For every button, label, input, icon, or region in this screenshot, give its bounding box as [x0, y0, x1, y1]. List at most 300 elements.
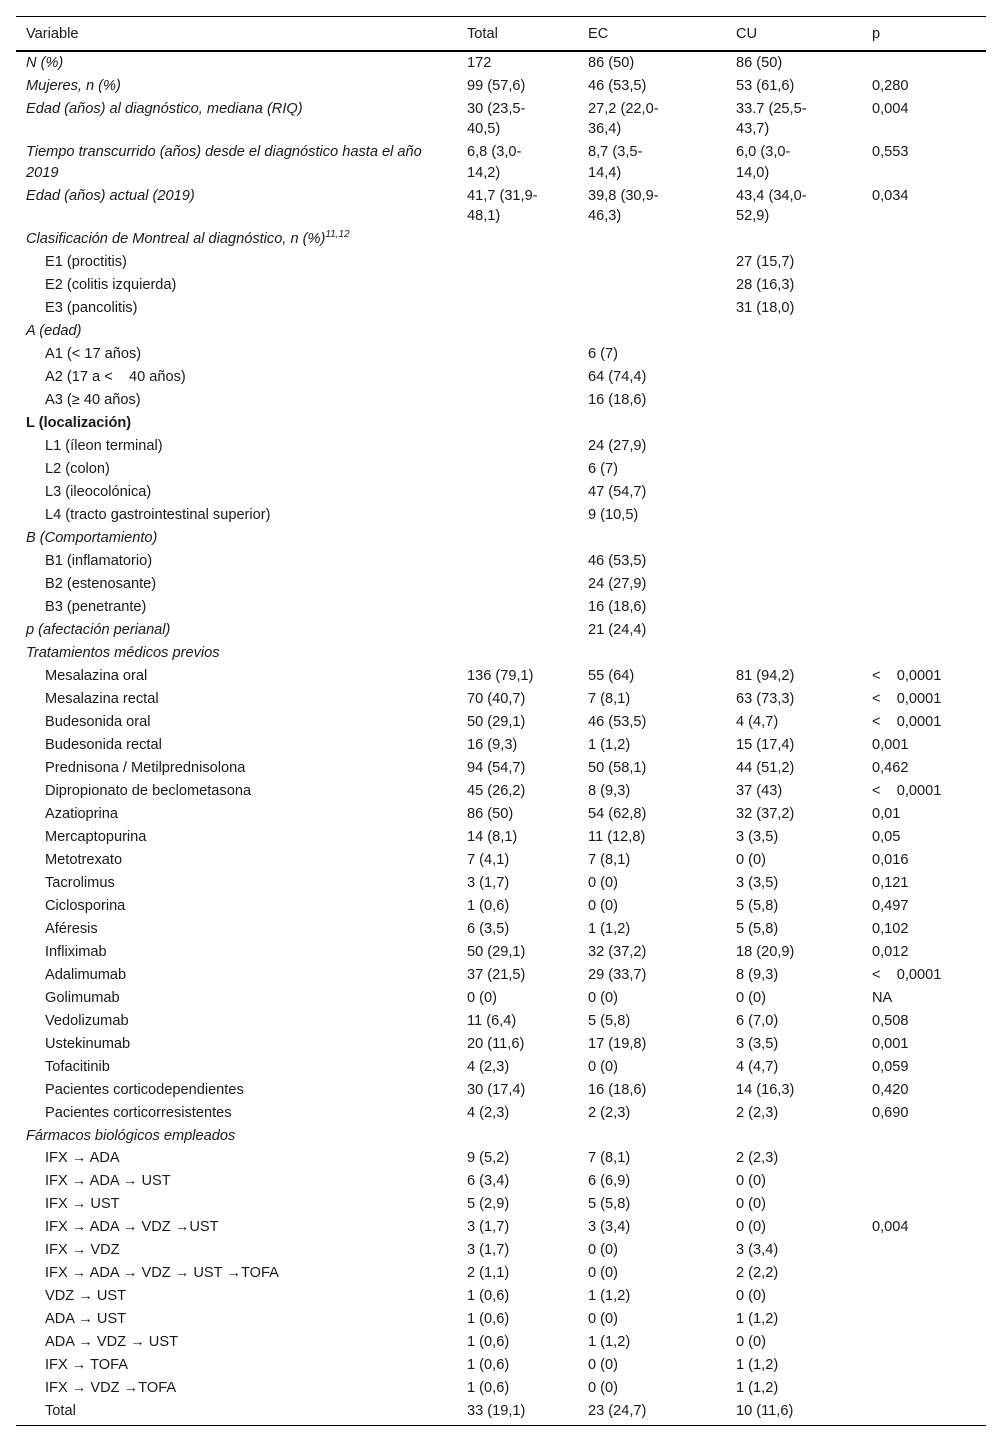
cell-cu: 1 (1,2) [736, 1380, 779, 1397]
cell-p: 0,508 [872, 1012, 909, 1029]
cell-ec: 2 (2,3) [588, 1104, 631, 1121]
cell-cu: 4 (4,7) [736, 713, 779, 730]
cell-ec: 21 (24,4) [588, 621, 647, 638]
row-label [16, 343, 457, 366]
cell-total [457, 228, 578, 251]
cell-cu: 33.7 (25,5- 43,7) [736, 100, 807, 138]
cell-ec: 24 (27,9) [588, 575, 647, 592]
cell-p [862, 1400, 986, 1425]
cell-cu [726, 573, 862, 596]
row-label-text: Clasificación de Montreal al diagnóstico, n (%) [26, 231, 326, 248]
cell-p: < 0,0001 [872, 713, 942, 730]
row-label [16, 1147, 457, 1170]
table-row [16, 963, 986, 986]
cell-ec: 7 (8,1) [588, 851, 631, 868]
cell-total: 41,7 (31,9- 48,1) [467, 187, 538, 225]
table-row [16, 573, 986, 596]
row-label-text: Tiempo transcurrido (años) desde el diagnóstico hasta el año 2019 [26, 144, 426, 181]
row-label-text: IFX → VDZ →TOFA [45, 1380, 177, 1397]
table-row [16, 826, 986, 849]
row-label [16, 1216, 457, 1239]
table-row [16, 141, 986, 184]
cell-cu: 0 (0) [736, 989, 767, 1006]
cell-cu: 86 (50) [736, 54, 783, 71]
cell-total: 4 (2,3) [467, 1104, 510, 1121]
cell-p: 0,012 [872, 943, 909, 960]
data-table [16, 16, 986, 1426]
row-label [16, 550, 457, 573]
cell-total [457, 642, 578, 665]
cell-total [457, 527, 578, 550]
row-label [16, 1400, 457, 1425]
table-row [16, 550, 986, 573]
cell-p: < 0,0001 [872, 966, 942, 983]
cell-total: 50 (29,1) [467, 943, 526, 960]
cell-p [862, 550, 986, 573]
row-label-text: VDZ → UST [45, 1288, 127, 1305]
cell-total: 45 (26,2) [467, 782, 526, 799]
cell-ec: 16 (18,6) [588, 392, 647, 408]
cell-cu [726, 596, 862, 619]
cell-cu: 37 (43) [736, 782, 783, 799]
row-label-text: Aféresis [45, 920, 98, 937]
header-cu: CU [726, 17, 862, 51]
cell-p [862, 343, 986, 366]
row-label-text: Prednisona / Metilprednisolona [45, 759, 246, 776]
cell-cu: 32 (37,2) [736, 805, 795, 822]
row-label-text: Vedolizumab [45, 1012, 129, 1029]
cell-ec: 17 (19,8) [588, 1035, 647, 1052]
cell-total [457, 458, 578, 481]
cell-total [457, 251, 578, 274]
cell-total [457, 504, 578, 527]
cell-ec: 55 (64) [588, 667, 635, 684]
row-label-text: p (afectación perianal) [26, 621, 171, 638]
table-row [16, 504, 986, 527]
row-label [16, 481, 457, 504]
cell-total [457, 274, 578, 297]
cell-ec: 1 (1,2) [588, 736, 631, 753]
cell-cu: 1 (1,2) [736, 1311, 779, 1328]
cell-cu: 63 (73,3) [736, 690, 795, 707]
row-label [16, 688, 457, 711]
cell-total: 1 (0,6) [467, 1288, 510, 1305]
cell-total [457, 389, 578, 412]
cell-cu: 1 (1,2) [736, 1357, 779, 1374]
cell-ec: 32 (37,2) [588, 943, 647, 960]
row-label [16, 1101, 457, 1124]
cell-total: 3 (1,7) [467, 1219, 510, 1236]
cell-p [862, 228, 986, 251]
row-label [16, 228, 457, 251]
table-row [16, 1170, 986, 1193]
cell-total: 1 (0,6) [467, 897, 510, 914]
cell-ec: 86 (50) [588, 54, 635, 71]
table-row [16, 527, 986, 550]
cell-ec: 46 (53,5) [588, 713, 647, 730]
cell-cu: 18 (20,9) [736, 943, 795, 960]
cell-p [862, 527, 986, 550]
row-label [16, 734, 457, 757]
cell-total: 7 (4,1) [467, 851, 510, 868]
table-row [16, 74, 986, 97]
cell-total: 1 (0,6) [467, 1380, 510, 1397]
row-label-text: L2 (colon) [45, 460, 110, 477]
row-label-text: Metotrexato [45, 851, 123, 868]
cell-cu [726, 1124, 862, 1147]
table-row [16, 1331, 986, 1354]
row-label-text: IFX → ADA → VDZ → UST →TOFA [45, 1265, 279, 1282]
row-label-text: Ciclosporina [45, 897, 126, 914]
cell-total: 14 (8,1) [467, 828, 518, 845]
cell-total [457, 481, 578, 504]
cell-p: 0,462 [872, 759, 909, 776]
row-label-text: Mesalazina oral [45, 667, 148, 684]
table-row [16, 412, 986, 435]
cell-cu [726, 366, 862, 389]
cell-ec: 39,8 (30,9- 46,3) [588, 187, 659, 225]
cell-cu [726, 412, 862, 435]
cell-total: 136 (79,1) [467, 667, 534, 684]
cell-cu: 5 (5,8) [736, 897, 779, 914]
row-label [16, 504, 457, 527]
header-row [16, 17, 986, 51]
cell-total: 50 (29,1) [467, 713, 526, 730]
row-label-text: E3 (pancolitis) [45, 300, 138, 317]
cell-total: 1 (0,6) [467, 1357, 510, 1374]
cell-ec: 64 (74,4) [588, 369, 647, 386]
row-label [16, 803, 457, 826]
row-label-text: L1 (íleon terminal) [45, 437, 163, 454]
cell-ec: 24 (27,9) [588, 437, 647, 454]
cell-ec [578, 297, 726, 320]
table-row [16, 1239, 986, 1262]
cell-ec: 54 (62,8) [588, 805, 647, 822]
cell-total: 4 (2,3) [467, 1058, 510, 1075]
cell-cu: 2 (2,2) [736, 1265, 779, 1282]
cell-p [862, 619, 986, 642]
table-row [16, 1124, 986, 1147]
cell-total: 37 (21,5) [467, 966, 526, 983]
cell-total: 2 (1,1) [467, 1265, 510, 1282]
cell-cu: 6 (7,0) [736, 1012, 779, 1029]
cell-ec: 11 (12,8) [588, 828, 646, 845]
row-label-text: IFX → ADA [45, 1150, 120, 1167]
cell-ec: 8,7 (3,5- 14,4) [588, 144, 643, 181]
cell-p [862, 1170, 986, 1193]
row-label [16, 527, 457, 550]
cell-total: 16 (9,3) [467, 736, 518, 753]
row-label [16, 871, 457, 894]
row-label [16, 826, 457, 849]
cell-cu [726, 435, 862, 458]
table-row [16, 871, 986, 894]
cell-ec: 16 (18,6) [588, 1081, 647, 1098]
cell-p: 0,004 [872, 100, 909, 117]
row-label [16, 389, 457, 412]
row-label-text: A2 (17 a < 40 años) [45, 369, 186, 386]
table-row [16, 688, 986, 711]
table-row [16, 458, 986, 481]
cell-ec [578, 527, 726, 550]
row-label-text: E2 (colitis izquierda) [45, 277, 177, 294]
table-row [16, 1009, 986, 1032]
cell-ec: 6 (7) [588, 460, 619, 477]
row-label-text: Adalimumab [45, 966, 127, 983]
cell-cu: 2 (2,3) [736, 1104, 779, 1121]
table-row [16, 343, 986, 366]
cell-ec: 6 (6,9) [588, 1173, 631, 1190]
table-container [16, 16, 986, 1426]
row-label [16, 320, 457, 343]
cell-ec: 7 (8,1) [588, 690, 631, 707]
cell-cu: 28 (16,3) [736, 277, 795, 294]
cell-total [457, 366, 578, 389]
cell-cu: 53 (61,6) [736, 77, 795, 94]
cell-p [862, 1308, 986, 1331]
cell-ec: 7 (8,1) [588, 1150, 631, 1167]
cell-total: 9 (5,2) [467, 1150, 510, 1167]
cell-ec: 47 (54,7) [588, 483, 647, 500]
cell-p: < 0,0001 [872, 690, 942, 707]
row-label [16, 894, 457, 917]
cell-ec [578, 642, 726, 665]
row-label [16, 780, 457, 803]
cell-cu: 0 (0) [736, 1196, 767, 1213]
cell-ec: 0 (0) [588, 1058, 619, 1075]
cell-total [457, 343, 578, 366]
row-label-text: Edad (años) al diagnóstico, mediana (RIQ) [26, 100, 303, 117]
row-label [16, 619, 457, 642]
header-ec: EC [578, 17, 726, 51]
cell-cu: 0 (0) [736, 851, 767, 868]
table-row [16, 1285, 986, 1308]
cell-ec: 46 (53,5) [588, 552, 647, 569]
table-row [16, 642, 986, 665]
cell-total: 1 (0,6) [467, 1311, 510, 1328]
cell-total [457, 1124, 578, 1147]
cell-cu: 3 (3,4) [736, 1242, 779, 1259]
cell-cu: 14 (16,3) [736, 1081, 795, 1098]
cell-cu [726, 343, 862, 366]
cell-cu: 3 (3,5) [736, 874, 779, 891]
cell-cu: 31 (18,0) [736, 300, 795, 317]
row-label [16, 366, 457, 389]
cell-total [457, 412, 578, 435]
cell-cu [726, 320, 862, 343]
cell-total [457, 435, 578, 458]
cell-p [862, 458, 986, 481]
cell-ec: 8 (9,3) [588, 782, 631, 799]
table-row [16, 596, 986, 619]
row-label-text: Tacrolimus [45, 874, 115, 891]
table-row [16, 1354, 986, 1377]
cell-cu [726, 481, 862, 504]
cell-p [862, 504, 986, 527]
header-variable: Variable [16, 17, 457, 51]
cell-ec: 0 (0) [588, 897, 619, 914]
cell-total: 30 (23,5- 40,5) [467, 100, 526, 138]
row-label [16, 1262, 457, 1285]
row-label-text: Mujeres, n (%) [26, 77, 121, 94]
cell-cu: 44 (51,2) [736, 759, 795, 776]
row-label [16, 1377, 457, 1400]
cell-p: 0,102 [872, 920, 909, 937]
cell-ec: 0 (0) [588, 989, 619, 1006]
row-label [16, 757, 457, 780]
table-row [16, 849, 986, 872]
cell-cu: 10 (11,6) [726, 1400, 862, 1425]
cell-cu: 8 (9,3) [736, 966, 779, 983]
cell-ec: 50 (58,1) [588, 759, 647, 776]
row-label-text: A (edad) [26, 323, 82, 340]
row-label [16, 1032, 457, 1055]
table-row [16, 97, 986, 140]
cell-p: 0,420 [872, 1081, 909, 1098]
table-row [16, 1216, 986, 1239]
row-label [16, 97, 457, 140]
row-label [16, 642, 457, 665]
cell-ec: 0 (0) [588, 1380, 619, 1397]
cell-total: 11 (6,4) [467, 1012, 517, 1029]
cell-ec: 0 (0) [588, 874, 619, 891]
cell-total: 20 (11,6) [467, 1035, 525, 1052]
row-label [16, 458, 457, 481]
cell-p [862, 435, 986, 458]
row-label [16, 1354, 457, 1377]
cell-total: 30 (17,4) [467, 1081, 526, 1098]
cell-cu: 3 (3,5) [736, 1035, 779, 1052]
table-row [16, 435, 986, 458]
row-label [16, 297, 457, 320]
table-row [16, 665, 986, 688]
cell-ec: 5 (5,8) [588, 1012, 631, 1029]
cell-ec: 9 (10,5) [588, 506, 639, 523]
cell-p: 0,497 [872, 897, 909, 914]
row-label-text: Azatioprina [45, 805, 119, 822]
row-label-text: IFX → ADA → UST [45, 1173, 171, 1190]
cell-ec: 46 (53,5) [588, 77, 647, 94]
cell-p: NA [872, 989, 893, 1006]
row-label [16, 1055, 457, 1078]
cell-cu [726, 458, 862, 481]
row-label-text: B (Comportamiento) [26, 529, 158, 546]
cell-ec [578, 274, 726, 297]
cell-p: 0,034 [872, 187, 909, 204]
cell-cu [726, 228, 862, 251]
table-row [16, 51, 986, 75]
cell-cu: 81 (94,2) [736, 667, 795, 684]
table-row [16, 1101, 986, 1124]
row-label [16, 596, 457, 619]
cell-p: 0,280 [872, 77, 909, 94]
cell-p: 0,001 [872, 1035, 909, 1052]
row-label-text: ADA → UST [45, 1311, 127, 1328]
row-label [16, 665, 457, 688]
table-row [16, 1377, 986, 1400]
row-label [16, 274, 457, 297]
row-label [16, 412, 457, 435]
row-label-text: L3 (ileocolónica) [45, 483, 152, 500]
cell-total: 3 (1,7) [467, 874, 510, 891]
cell-p [862, 389, 986, 412]
cell-cu: 2 (2,3) [736, 1150, 779, 1167]
table-row [16, 184, 986, 227]
cell-ec [578, 251, 726, 274]
row-label [16, 986, 457, 1009]
cell-p: < 0,0001 [872, 667, 942, 684]
cell-p [862, 481, 986, 504]
table-row [16, 803, 986, 826]
cell-ec: 5 (5,8) [588, 1196, 631, 1213]
cell-p [862, 320, 986, 343]
row-label-text: B2 (estenosante) [45, 575, 157, 592]
row-label-text: Total [45, 1403, 76, 1420]
table-row [16, 1193, 986, 1216]
table-row [16, 1308, 986, 1331]
row-label-text: L4 (tracto gastrointestinal superior) [45, 506, 271, 523]
table-row [16, 1147, 986, 1170]
row-label-text: A3 (≥ 40 años) [45, 392, 141, 408]
cell-p [862, 1285, 986, 1308]
row-label [16, 711, 457, 734]
cell-p [862, 51, 986, 75]
row-label-text: Infliximab [45, 943, 107, 960]
cell-ec: 1 (1,2) [588, 1334, 631, 1351]
table-row [16, 274, 986, 297]
cell-ec: 1 (1,2) [588, 920, 631, 937]
cell-ec: 27,2 (22,0- 36,4) [588, 100, 659, 138]
row-label-text: Fármacos biológicos empleados [26, 1127, 236, 1144]
table-row [16, 711, 986, 734]
table-row [16, 940, 986, 963]
row-label-text: Edad (años) actual (2019) [26, 187, 195, 204]
cell-cu [726, 504, 862, 527]
row-label-text: Mesalazina rectal [45, 690, 159, 707]
cell-total [457, 619, 578, 642]
table-row [16, 251, 986, 274]
row-label-text: B3 (penetrante) [45, 598, 147, 615]
row-label-text: Tratamientos médicos previos [26, 644, 220, 661]
cell-cu: 15 (17,4) [736, 736, 795, 753]
cell-p [862, 1331, 986, 1354]
reference-superscript: 11,12 [325, 229, 350, 241]
cell-cu: 4 (4,7) [736, 1058, 779, 1075]
cell-p [862, 366, 986, 389]
row-label [16, 1124, 457, 1147]
row-label-text: L (localización) [26, 414, 132, 431]
cell-cu: 43,4 (34,0- 52,9) [736, 187, 807, 225]
cell-total [457, 320, 578, 343]
table-row [16, 734, 986, 757]
cell-total: 33 (19,1) [457, 1400, 578, 1425]
table-row [16, 1032, 986, 1055]
row-label-text: B1 (inflamatorio) [45, 552, 153, 569]
cell-p [862, 1354, 986, 1377]
table-row [16, 366, 986, 389]
cell-total: 3 (1,7) [467, 1242, 510, 1259]
cell-p [862, 1124, 986, 1147]
cell-cu [726, 527, 862, 550]
row-label-text: IFX → UST [45, 1196, 120, 1213]
cell-p: 0,05 [872, 828, 901, 845]
cell-cu: 3 (3,5) [736, 828, 779, 845]
cell-cu: 0 (0) [736, 1334, 767, 1351]
cell-total: 6,8 (3,0- 14,2) [467, 144, 522, 181]
cell-ec: 0 (0) [588, 1357, 619, 1374]
row-label-text: IFX → VDZ [45, 1242, 120, 1259]
cell-total [457, 573, 578, 596]
